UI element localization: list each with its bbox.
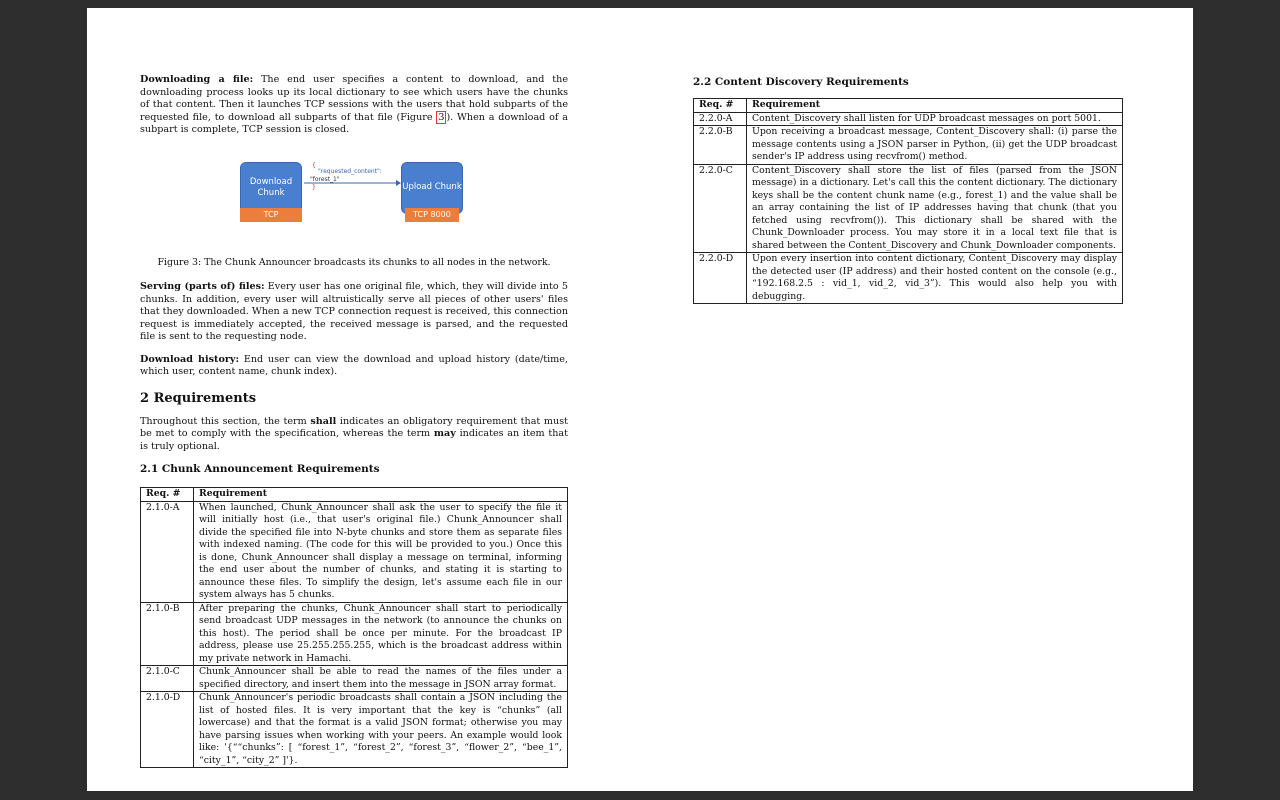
paragraph-text: End user can view the download and upload history (date/time, which user, content name, chunk index).	[140, 353, 568, 377]
upload-chunk-box	[401, 162, 463, 214]
keyword-shall: shall	[310, 415, 337, 427]
table-row	[141, 602, 568, 666]
table-row	[141, 666, 568, 692]
keyword-may: may	[433, 428, 456, 439]
document-page	[87, 8, 1193, 791]
req-id: 2.1.0-A	[141, 501, 194, 602]
chunk-announcement-table	[140, 487, 568, 768]
arrow-head	[396, 180, 401, 186]
paragraph-serving	[140, 281, 568, 344]
upload-chunk-label: Upload Chunk	[402, 182, 462, 192]
table-row	[141, 692, 568, 768]
paragraph-requirements-intro	[140, 416, 568, 454]
column-header-req-id: Req. #	[694, 99, 747, 113]
paragraph-heading: Downloading a file:	[140, 74, 254, 85]
requirement-text: Chunk_Announcer shall be able to read the names of the files under a specified directory, and insert them into the message in JSON array format.	[194, 666, 568, 692]
section-heading-requirements: 2 Requirements	[140, 390, 257, 406]
paragraph-text: indicates an obligatory requirement that must be met to comply with the specification, whereas the term	[140, 415, 568, 439]
table-row	[694, 112, 1123, 126]
paragraph-text: ). When a download of a subpart is complete, TCP session is closed.	[140, 111, 568, 135]
tcp-8000-tag: TCP 8000	[405, 208, 459, 222]
req-id: 2.1.0-D	[141, 692, 194, 768]
requirement-text: Chunk_Announcer's periodic broadcasts shall contain a JSON including the list of hosted files. It is very important that the key is “chunks” (all lowercase) and that the format is a valid JSON format; otherwise you may have parsing issues when working with your peers. An example would look like: '{““chunks”: [ “forest_1”, “forest_2”, “forest_3”, “flower_2”, “bee_1”, “city_1”, “city_2” ]'}.	[194, 692, 568, 768]
message-value: "forest_1"	[310, 175, 340, 183]
req-id: 2.2.0-B	[694, 126, 747, 165]
paragraph-downloading	[140, 74, 568, 137]
message-key: "requested_content":	[318, 167, 382, 175]
requirement-text: Upon receiving a broadcast message, Content_Discovery shall: (i) parse the message contents using a JSON parser in Python, (ii) get the UDP broadcast sender's IP address using recvfrom() method.	[747, 126, 1123, 165]
json-request-message	[312, 162, 382, 192]
table-header-row	[141, 488, 568, 502]
paragraph-text: The end user specifies a content to download, and the downloading process looks up its local dictionary to see which users have the chunks of that content. Then it launches TCP sessions with the users that hold subparts of the requested file, to download all subparts of that file (Figure	[140, 74, 568, 123]
column-header-requirement: Requirement	[194, 488, 568, 502]
column-header-requirement: Requirement	[747, 99, 1123, 113]
figure-3	[140, 157, 568, 257]
brace-close: }	[312, 183, 316, 191]
paragraph-text: Throughout this section, the term	[140, 415, 311, 427]
table-row	[694, 164, 1123, 253]
figure-reference-link[interactable]: 3	[438, 111, 445, 123]
download-chunk-label: Download Chunk	[249, 176, 293, 198]
requirement-text: When launched, Chunk_Announcer shall ask the user to specify the file it will initially host (i.e., that user's original file.) Chunk_Announcer shall divide the specified file into N-byte chunks and store them as separate files with indexed naming. (The code for this will be provided to you.) Once this is done, Chunk_Announcer shall display a message on terminal, informing the end user about the number of chunks, and stating it is starting to announce these files. To simplify the design, let's assume each file in our system always has 5 chunks.	[194, 501, 568, 602]
content-discovery-table	[693, 98, 1123, 304]
figure-caption: Figure 3: The Chunk Announcer broadcasts its chunks to all nodes in the network.	[157, 256, 551, 268]
requirement-text: Content_Discovery shall store the list of files (parsed from the JSON message) in a dictionary. Let's call this the content dictionary. The dictionary keys shall be the content chunk name (e.g., forest_1) and the value shall be an array containing the list of IP addresses having that chunk (that you fetched using recvfrom()). This dictionary shall be shared with the Chunk_Downloader process. You may store it in a local text file that is shared between the Content_Discovery and Chunk_Downloader components.	[747, 164, 1123, 253]
paragraph-text: Every user has one original file, which, they will divide into 5 chunks. In addition, every user will altruistically serve all pieces of other users' files that they downloaded. When a new TCP connection request is received, this connection request is immediately accepted, the received message is parsed, and the requested file is sent to the requesting node.	[140, 281, 568, 342]
req-id: 2.1.0-B	[141, 602, 194, 666]
right-column	[693, 74, 1123, 304]
requirement-text: Content_Discovery shall listen for UDP broadcast messages on port 5001.	[747, 112, 1123, 126]
tcp-tag: TCP	[240, 208, 302, 222]
table-row	[141, 501, 568, 602]
table-row	[694, 253, 1123, 304]
column-header-req-id: Req. #	[141, 488, 194, 502]
paragraph-heading: Serving (parts of) files:	[140, 281, 265, 292]
brace-open: {	[312, 161, 316, 169]
download-chunk-box	[240, 162, 302, 214]
paragraph-text: indicates an item that is truly optional.	[140, 428, 568, 452]
req-id: 2.1.0-C	[141, 666, 194, 692]
table-row	[694, 126, 1123, 165]
req-id: 2.2.0-C	[694, 164, 747, 253]
paragraph-heading: Download history:	[140, 353, 240, 365]
table-header-row	[694, 99, 1123, 113]
subsection-heading-chunk-announcement: 2.1 Chunk Announcement Requirements	[140, 463, 380, 475]
req-id: 2.2.0-A	[694, 112, 747, 126]
requirement-text: Upon every insertion into content dictionary, Content_Discovery may display the detected user (IP address) and their hosted content on the console (e.g., “192.168.2.5 : vid_1, vid_2, vid_3”). This would also help you with debugging.	[747, 253, 1123, 304]
subsection-heading-content-discovery: 2.2 Content Discovery Requirements	[693, 76, 909, 88]
requirement-text: After preparing the chunks, Chunk_Announcer shall start to periodically send broadcast UDP messages in the network (to announce the chunks on this host). The period shall be once per minute. For the broadcast IP address, please use 25.255.255.255, which is the broadcast address within my private network in Hamachi.	[194, 602, 568, 666]
req-id: 2.2.0-D	[694, 253, 747, 304]
paragraph-download-history	[140, 354, 568, 379]
left-column	[140, 74, 568, 768]
